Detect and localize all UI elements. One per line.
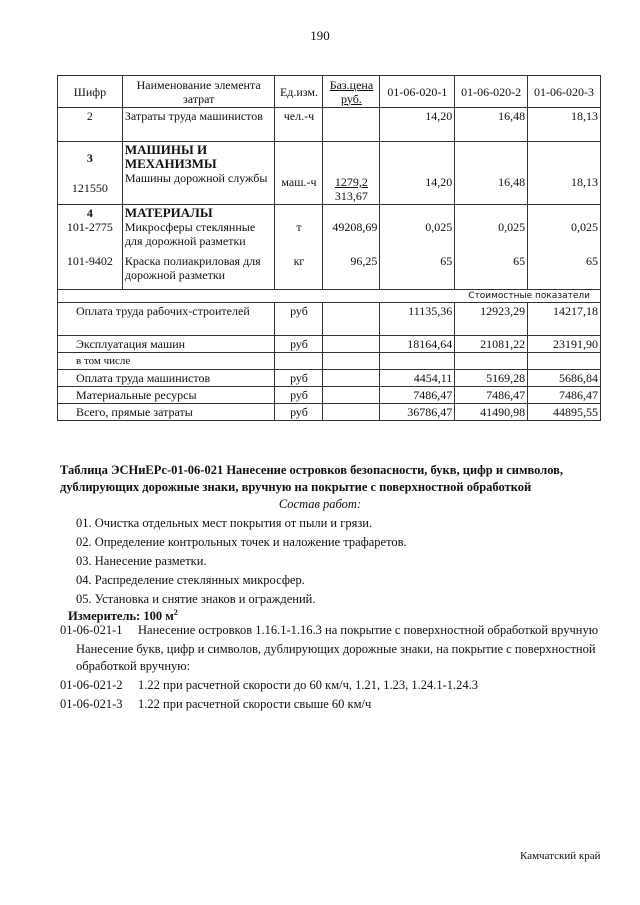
item-row	[60, 677, 620, 694]
resource-name: Машины дорожной службы	[124, 171, 268, 185]
item-text: 1.22 при расчетной скорости до 60 км/ч, 1.21, 1.23, 1.24.1-1.24.3	[138, 678, 479, 692]
summary-base	[323, 303, 380, 336]
summary-v3: 7486,47	[528, 387, 601, 404]
work-item: 02. Определение контрольных точек и наложение трафаретов.	[76, 535, 407, 549]
summary-unit: руб	[275, 336, 323, 353]
item-text: Нанесение островков 1.16.1-1.16.3 на покрытие с поверхностной обработкой вручную	[138, 623, 599, 637]
work-item: 03. Нанесение разметки.	[76, 554, 207, 568]
value: 65	[513, 254, 526, 268]
items-list	[60, 622, 620, 713]
work-item: 05. Установка и снятие знаков и ограждений.	[76, 592, 316, 606]
value: 0,025	[498, 220, 526, 234]
summary-v2: 21081,22	[455, 336, 528, 353]
base-price-top: 1279,2	[334, 175, 368, 189]
summary-label: Всего, прямые затраты	[58, 404, 275, 421]
summary-label: в том числе	[58, 353, 275, 370]
cost-indicators-row	[58, 290, 601, 303]
resource-name: Краска полиакриловая для дорожной разметки	[124, 254, 261, 282]
header-name: Наименование элемента затрат	[122, 76, 275, 108]
summary-base	[323, 404, 380, 421]
cell-unit	[275, 205, 323, 290]
summary-v2: 41490,98	[455, 404, 528, 421]
table-row-section	[58, 205, 601, 290]
summary-v2: 5169,28	[455, 370, 528, 387]
summary-unit: руб	[275, 370, 323, 387]
value: 65	[586, 254, 598, 268]
section-title: МАШИНЫ И МЕХАНИЗМЫ	[124, 142, 217, 171]
value: 14,20	[425, 175, 453, 189]
cell-v2: 16,48	[455, 108, 528, 142]
value: 0,025	[571, 220, 598, 234]
composition-label: Состав работ:	[278, 497, 362, 511]
value: 0,025	[425, 220, 453, 234]
value: 16,48	[498, 175, 526, 189]
cell-name	[122, 205, 275, 290]
item-text: 1.22 при расчетной скорости свыше 60 км/ч	[138, 697, 372, 711]
base-price: 96,25	[350, 254, 378, 268]
summary-v3: 5686,84	[528, 370, 601, 387]
cell-v3: 18,13	[528, 108, 601, 142]
table-title: Таблица ЭСНиЕРс-01-06-021 Нанесение островков безопасности, букв, цифр и символов, дублирующих дорожные знаки, вручную на покрытие с поверхностной обработкой	[60, 463, 564, 494]
summary-label: Эксплуатация машин	[58, 336, 275, 353]
summary-unit: руб	[275, 303, 323, 336]
work-list	[76, 514, 636, 609]
cell-unit	[275, 142, 323, 205]
cell-name	[122, 142, 275, 205]
header-col-3: 01-06-020-3	[528, 76, 601, 108]
cell-v2	[455, 205, 528, 290]
summary-row	[58, 404, 601, 421]
header-col-1: 01-06-020-1	[380, 76, 455, 108]
summary-v2: 7486,47	[455, 387, 528, 404]
footer-region: Камчатский край	[520, 850, 601, 862]
summary-row	[58, 303, 601, 336]
summary-base	[323, 353, 380, 370]
item-code: 01-06-021-3	[60, 697, 123, 711]
item-code: 01-06-021-1	[60, 623, 123, 637]
cell-code	[58, 142, 123, 205]
base-price-bottom: 313,67	[334, 189, 368, 203]
base-price: 49208,69	[332, 220, 378, 234]
work-item: 01. Очистка отдельных мест покрытия от пыли и грязи.	[76, 516, 373, 530]
cell-name: Затраты труда машинистов	[122, 108, 275, 142]
resource-code: 121550	[71, 181, 108, 195]
header-base-price: Баз.цена руб.	[323, 76, 380, 108]
summary-unit: руб	[275, 387, 323, 404]
cost-indicators-label: Стоимостные показатели	[58, 290, 601, 303]
summary-v1: 18164,64	[380, 336, 455, 353]
summary-base	[323, 387, 380, 404]
header-unit: Ед.изм.	[275, 76, 323, 108]
summary-row	[58, 370, 601, 387]
summary-base	[323, 370, 380, 387]
summary-row	[58, 336, 601, 353]
cost-table	[57, 75, 601, 421]
summary-row	[58, 353, 601, 370]
summary-v3	[528, 353, 601, 370]
summary-v3: 44895,55	[528, 404, 601, 421]
cell-v1	[380, 142, 455, 205]
cell-code: 2	[58, 108, 123, 142]
cell-unit: чел.-ч	[275, 108, 323, 142]
section-number: 3	[86, 151, 93, 165]
cell-v1: 14,20	[380, 108, 455, 142]
resource-code: 101-2775	[66, 220, 113, 234]
summary-base	[323, 336, 380, 353]
cell-v1	[380, 205, 455, 290]
item-row	[60, 696, 620, 713]
summary-v1: 36786,47	[380, 404, 455, 421]
summary-v1: 7486,47	[380, 387, 455, 404]
summary-v2: 12923,29	[455, 303, 528, 336]
header-code: Шифр	[58, 76, 123, 108]
table-header-row	[58, 76, 601, 108]
summary-v3: 23191,90	[528, 336, 601, 353]
cell-code	[58, 205, 123, 290]
summary-row	[58, 387, 601, 404]
table-row	[58, 108, 601, 142]
value: 65	[440, 254, 453, 268]
table-row-section	[58, 142, 601, 205]
cell-base-price	[323, 205, 380, 290]
resource-name: Микросферы стеклянные для дорожной разметки	[124, 220, 256, 248]
work-item: 04. Распределение стеклянных микросфер.	[76, 573, 305, 587]
summary-v1: 4454,11	[380, 370, 455, 387]
cell-v2	[455, 142, 528, 205]
page-number: 190	[310, 28, 330, 43]
summary-v1: 11135,36	[380, 303, 455, 336]
summary-unit	[275, 353, 323, 370]
summary-unit: руб	[275, 404, 323, 421]
unit-text: маш.-ч	[281, 175, 317, 189]
summary-label: Оплата труда рабочих-строителей	[58, 303, 275, 336]
group-note: Нанесение букв, цифр и символов, дублирующих дорожные знаки, на покрытие с поверхностной обработкой вручную:	[76, 642, 596, 673]
section-number: 4	[86, 206, 93, 220]
section-title: МАТЕРИАЛЫ	[124, 205, 213, 220]
item-code: 01-06-021-2	[60, 678, 123, 692]
cell-v3	[528, 142, 601, 205]
resource-code: 101-9402	[66, 254, 113, 268]
meter-sup: 2	[173, 608, 178, 617]
summary-label: Материальные ресурсы	[58, 387, 275, 404]
summary-label: Оплата труда машинистов	[58, 370, 275, 387]
cell-base-price	[323, 142, 380, 205]
cell-v3	[528, 205, 601, 290]
item-row	[60, 622, 620, 639]
value: 18,13	[571, 175, 598, 189]
unit-text: т	[296, 220, 302, 234]
unit-text: кг	[293, 254, 305, 268]
header-col-2: 01-06-020-2	[455, 76, 528, 108]
summary-v2	[455, 353, 528, 370]
summary-v3: 14217,18	[528, 303, 601, 336]
summary-v1	[380, 353, 455, 370]
cell-base-price	[323, 108, 380, 142]
meter-label: Измеритель: 100 м	[68, 609, 174, 624]
